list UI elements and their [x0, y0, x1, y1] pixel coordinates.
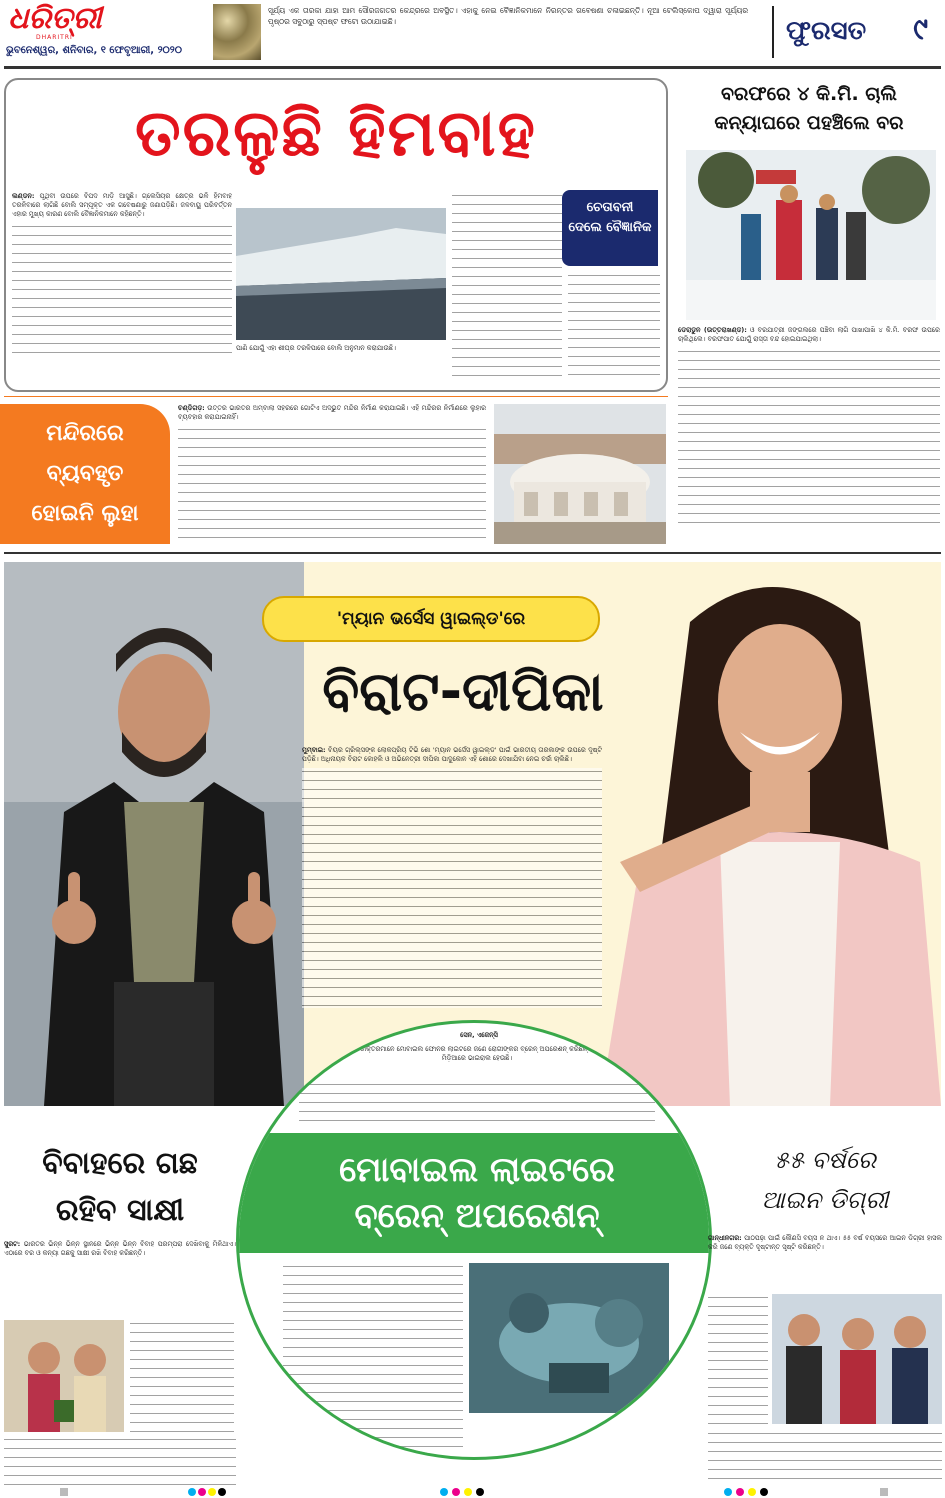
- mobile-headline-1: ମୋବାଇଲ ଲାଇଟରେ: [339, 1150, 615, 1190]
- temple-body: [178, 404, 486, 546]
- degree-body: [708, 1234, 942, 1252]
- tree-body-text: ଭାରତର ଭିନ୍ନ ଭିନ୍ନ ସ୍ଥାନରେ ଭିନ୍ନ ଭିନ୍ନ ବିବାହ ପରମ୍ପରା ଦେଖିବାକୁ ମିଳିଥାଏ। ଏଠାରେ ବର ଓ କନ୍ୟା ଗଛକୁ ସାକ୍ଷୀ ରଖି ବିବାହ କରିଛନ୍ତି।: [4, 1240, 236, 1257]
- mobile-light-story: [236, 1020, 712, 1460]
- text-lines: [568, 272, 660, 382]
- glacier-photo: [236, 208, 446, 340]
- tree-dateline: ସୁରଟ:: [4, 1240, 21, 1248]
- degree-body-text: ପାଠପଢ଼ା ପାଇଁ କୌଣସି ବୟସ ନ ଥାଏ। ୫୫ ବର୍ଷ ବୟସରେ ଆଇନ ଡିଗ୍ରୀ ହାସଲ କରି ଜଣେ ବ୍ୟକ୍ତି ଦୃଷ୍ଟାନ୍ତ ସୃଷ୍ଟି କରିଛନ୍ତି।: [708, 1234, 942, 1251]
- tree-body: [4, 1240, 236, 1258]
- reg-mark: [440, 1488, 448, 1496]
- temple-headline-box: [0, 404, 170, 544]
- text-lines: [4, 1436, 236, 1486]
- surgery-photo: [469, 1263, 669, 1413]
- logo: [8, 1, 118, 44]
- degree-story: [708, 1140, 942, 1486]
- teaser-text: ସୂର୍ଯ୍ୟ ଏକ ତାରକା ଯାହା ଆମ ସୌରଜଗତର କେନ୍ଦ୍ରରେ ଅବସ୍ଥିତ। ଏହାକୁ ନେଇ ବୈଜ୍ଞାନିକମାନେ ନିରନ୍ତର ଗବେଷଣା ଚଳାଇଛନ୍ତି। ନୂଆ ଟେଲିସ୍କୋପ ଦ୍ୱାରା ସୂର୍ଯ୍ୟର ପୃଷ୍ଠର ସବୁଠାରୁ ସ୍ପଷ୍ଟ ଫଟୋ ଉଠାଯାଇଛି।: [268, 6, 748, 26]
- text-lines: [178, 426, 486, 542]
- temple-headline-2: ବ୍ୟବହୃତ: [46, 461, 124, 486]
- degree-dateline: ଗାନ୍ଧୀନଗର:: [708, 1234, 742, 1242]
- temple-headline-3: ହୋଇନି ଲୁହା: [31, 501, 139, 526]
- snow-groom-photo: [686, 150, 936, 320]
- glacier-story: [4, 78, 668, 392]
- text-lines: [130, 1320, 234, 1432]
- glacier-body-left: [12, 192, 232, 382]
- reg-mark: [60, 1488, 68, 1496]
- virat-photo: [4, 562, 304, 1106]
- reg-mark: [218, 1488, 226, 1496]
- temple-photo: [494, 404, 666, 544]
- teaser-photo: [213, 4, 261, 60]
- masthead: [0, 0, 945, 70]
- mobile-headline-2: ବ୍ରେନ୍ ଅପରେଶନ୍: [354, 1196, 600, 1236]
- glacier-tag: [562, 190, 658, 266]
- print-registration: [0, 1486, 945, 1498]
- glacier-caption: ପାଣି ଯୋଗୁଁ ଏହା ଶୀଘ୍ର ତରଳିପାରେ ବୋଲି ଅନୁମାନ କରାଯାଉଛି।: [236, 344, 396, 352]
- tree-headline-1: ବିବାହରେ ଗଛ: [42, 1146, 198, 1181]
- feature-body: [302, 746, 602, 1046]
- reg-mark: [208, 1488, 216, 1496]
- degree-headline-1: ୫୫ ବର୍ଷରେ: [774, 1146, 876, 1174]
- glacier-body-intro: ପୃଥିବୀ ଉପରେ ବିପଦ ମାଡ଼ି ଆସୁଛି। ଗ୍ଲେସିୟର କ୍ଷେତ୍ର ଭଳି ହିମବାହ ତରଳିବାରେ ଲାଗିଛି ବୋଲି ସମ୍ପୃକ୍ତ ଏକ ଗବେଷଣାରୁ ଜଣାପଡ଼ିଛି। ଜଳବାୟୁ ପରିବର୍ତ୍ତନ ଏହାର ମୁଖ୍ୟ କାରଣ ବୋଲି ବୈଜ୍ଞାନିକମାନେ କହିଛନ୍ତି।: [12, 192, 232, 218]
- snow-body: [678, 326, 940, 546]
- temple-dateline: ଚଣ୍ଡିଗଡ଼:: [178, 404, 205, 412]
- reg-mark: [188, 1488, 196, 1496]
- logo-subtitle: DHARITRI: [36, 34, 73, 41]
- section-rule: [4, 552, 941, 554]
- reg-mark: [760, 1488, 768, 1496]
- feature-kicker-box: [262, 596, 600, 642]
- snow-headline-1: ବରଫରେ ୪ କି.ମି. ଚାଲି: [721, 83, 897, 105]
- text-lines: [678, 348, 940, 524]
- text-lines: [302, 768, 602, 1008]
- page-number: ୯: [913, 12, 928, 47]
- text-lines: [12, 223, 232, 353]
- masthead-rule: [4, 66, 941, 69]
- glacier-dateline: ଲଣ୍ଡନ:: [12, 192, 35, 200]
- mobile-body-top: ବିଜୁଳି ଚାଲିଯିବା ପରେ ଡାକ୍ତରମାନେ ମୋବାଇଲ ଫୋନର ଲାଇଟରେ ଜଣେ ରୋଗୀଙ୍କର ବ୍ରେନ୍ ଅପରେଶନ୍ କରିଛନ୍ତି। ଏହି ଭିଡିଓ ସୋସିଆଲ ମିଡ଼ିଆରେ ଭାଇରାଲ ହେଉଛି।: [304, 1045, 650, 1062]
- feature-dateline: ମୁମ୍ବାଇ:: [302, 746, 326, 754]
- reg-mark: [464, 1488, 472, 1496]
- text-lines: [299, 1081, 655, 1125]
- text-lines: [708, 1294, 768, 1424]
- reg-mark: [748, 1488, 756, 1496]
- snow-dateline: ଡେରାଡୁନ (ଉତ୍ତରାଖଣ୍ଡ):: [678, 326, 747, 334]
- snow-groom-story: [676, 80, 942, 550]
- tree-headline-2: ରହିବ ସାକ୍ଷୀ: [55, 1193, 185, 1228]
- reg-mark: [452, 1488, 460, 1496]
- text-lines: [283, 1263, 463, 1453]
- temple-body-text: ଉତ୍ତର ଭାରତର ଅମ୍ବାଲା ସହରରେ ଗୋଟିଏ ଅଦ୍ଭୁତ ମନ୍ଦିର ନିର୍ମାଣ କରାଯାଇଛି। ଏହି ମନ୍ଦିରର ନିର୍ମାଣରେ ଲୁହାର ବ୍ୟବହାର କରାଯାଇନାହିଁ।: [178, 404, 486, 421]
- dateline: ଭୁବନେଶ୍ୱର, ଶନିବାର, ୧ ଫେବୃଆରୀ, ୨୦୨୦: [6, 45, 183, 56]
- text-lines: [708, 1430, 942, 1486]
- text-lines: [452, 192, 562, 382]
- reg-mark: [724, 1488, 732, 1496]
- glacier-tag-text: ଚେତାବନୀ ଦେଲେ ବୈଜ୍ଞାନିକ: [568, 200, 652, 235]
- feature-kicker: 'ମ୍ୟାନ ଭର୍ସେସ ୱାଇଲ୍ଡ'ରେ: [336, 609, 526, 629]
- page-name: ଫୁରସତ: [786, 16, 867, 46]
- wedding-photo: [4, 1320, 124, 1432]
- mobile-dateline: ସେନ, ଏଜେନ୍ସି: [460, 1031, 498, 1039]
- snow-headline-2: କନ୍ୟାଘରେ ପହଞ୍ଚିଲେ ବର: [714, 112, 904, 134]
- tree-witness-story: [4, 1140, 236, 1486]
- snow-body-text: ଓ ବରଯାତ୍ରୀ ଜଙ୍ଗଲରେ ପଞ୍ଚିବା ଲାଗି ପାଖାପାଖି ୪ କି.ମି. ବରଫ ଉପରେ ଚାଲିଥିଲେ। ବରଫପାତ ଯୋଗୁଁ ରାସ୍ତା ବନ୍ଦ ହୋଇଯାଇଥିଲା।: [678, 326, 940, 343]
- graduates-photo: [772, 1294, 942, 1424]
- reg-mark: [476, 1488, 484, 1496]
- reg-mark: [736, 1488, 744, 1496]
- temple-headline-1: ମନ୍ଦିରରେ: [46, 421, 124, 446]
- logo-text: ଧରିତ୍ରୀ: [8, 1, 102, 36]
- mobile-headline-box: [239, 1133, 712, 1253]
- reg-mark: [198, 1488, 206, 1496]
- feature-body-text: ବିୟର ଗ୍ରିଲ୍ସଙ୍କ ଲୋକପ୍ରିୟ ଟିଭି ଶୋ 'ମ୍ୟାନ ଭର୍ସେସ ୱାଇଲ୍ଡ' ପାଇଁ ଭାରତୀୟ ତାରକାଙ୍କ ଉପରେ ଦୃଷ୍ଟି ପଡ଼ିଛି। ଅଧିନାୟକ ବିରାଟ କୋହଲି ଓ ଅଭିନେତ୍ରୀ ଦୀପିକା ପାଦୁକୋନ ଏହି ଶୋରେ ଦେଖାଯିବା ନେଇ ଚର୍ଚ୍ଚା ଚାଲିଛି।: [302, 746, 602, 763]
- deepika-photo: [600, 562, 941, 1106]
- glacier-headline: ତରଳୁଛି ହିମବାହ: [135, 97, 537, 171]
- feature-headline: ବିରାଟ-ଦୀପିକା: [322, 660, 604, 723]
- divider: [4, 396, 668, 397]
- page-name-box: [772, 6, 940, 58]
- degree-headline-2: ଆଇନ ଡିଗ୍ରୀ: [761, 1186, 889, 1214]
- reg-mark: [880, 1488, 888, 1496]
